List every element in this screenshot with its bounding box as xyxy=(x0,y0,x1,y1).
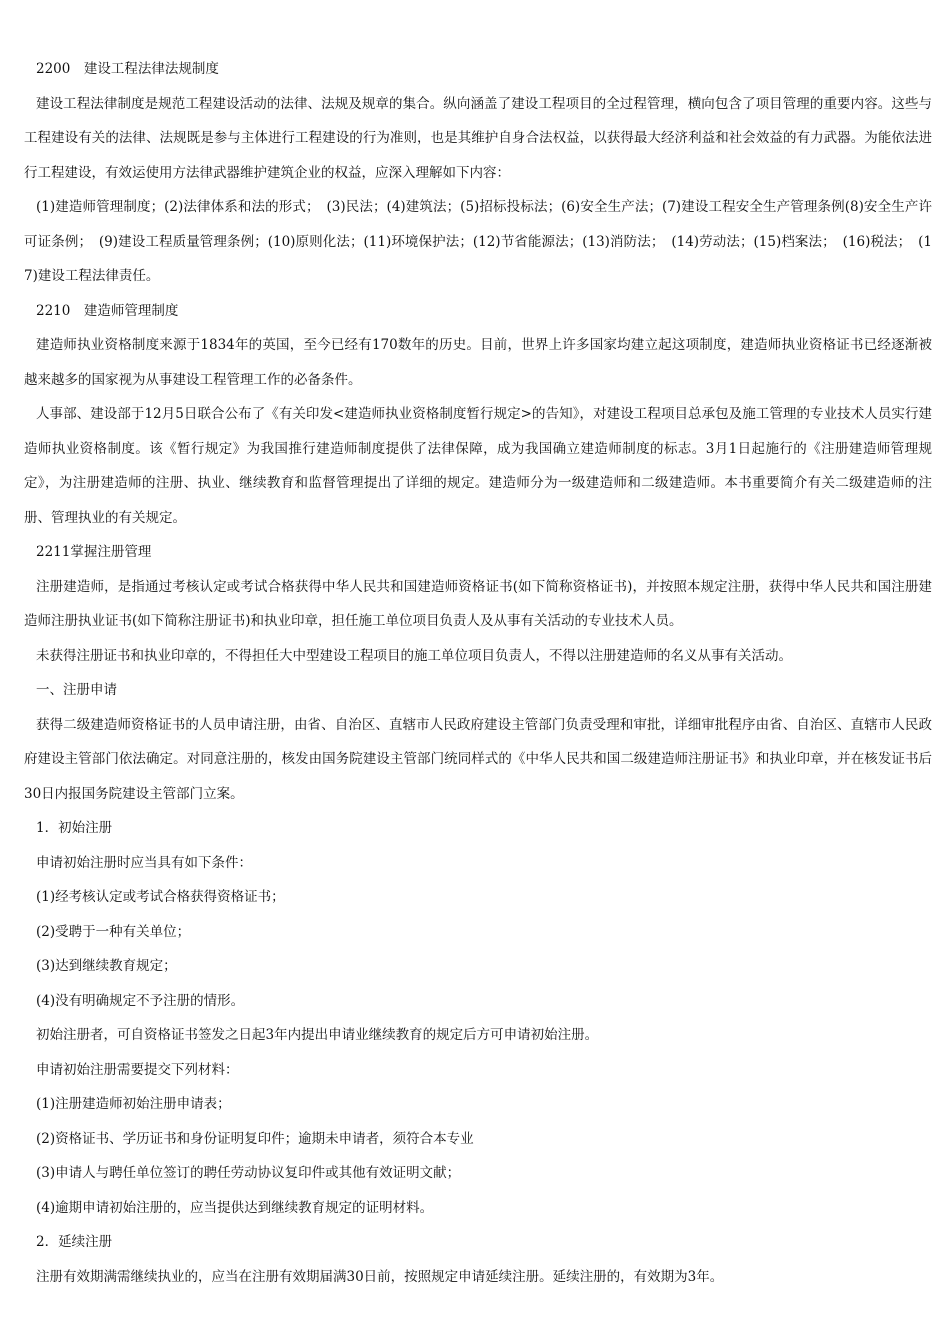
restriction-paragraph: 未获得注册证书和执业印章的，不得担任大中型建设工程项目的施工单位项目负责人，不得以注册建造师的名义从事有关活动。 xyxy=(36,647,792,664)
subheading-initial-registration: 1．初始注册 xyxy=(36,820,113,836)
condition-item: (1)经考核认定或考试合格获得资格证书； xyxy=(36,889,285,905)
section-heading-2200: 2200 建设工程法律法规制度 xyxy=(36,61,219,77)
intro-paragraph: 建设工程法律制度是规范工程建设活动的法律、法规及规章的集合。纵向涵盖了建设工程项目的全过程管理，横向包含了项目管理的重要内容。这些与工程建设有关的法律、法规既是参与主体进行工程建设的行为准则，也是其维护自身合法权益，以获得最大经济利益和社会效益的有力武器。为能依法进行工程建设，有效运使用方法律武器维护建筑企业的权益，应深入理解如下内容： xyxy=(24,95,932,181)
section-heading-2210: 2210 建造师管理制度 xyxy=(36,302,179,319)
subheading-registration-application: 一、注册申请 xyxy=(36,682,117,698)
materials-intro: 申请初始注册需要提交下列材料： xyxy=(36,1061,239,1078)
application-paragraph: 获得二级建造师资格证书的人员申请注册，由省、自治区、直辖市人民政府建设主管部门负责受理和审批，详细审批程序由省、自治区、直辖市人民政府建设主管部门依法确定。对同意注册的，核发由国务院建设主管部门统同样式的《中华人民共和国二级建造师注册证书》和执业印章，并在核发证书后30日内报国务院建设主管部门立案。 xyxy=(24,716,932,802)
section-heading-2211: 2211掌握注册管理 xyxy=(36,544,152,560)
material-item: (1)注册建造师初始注册申请表； xyxy=(36,1096,231,1112)
material-item: (3)申请人与聘任单位签订的聘任劳动协议复印件或其他有效证明文献； xyxy=(36,1165,461,1181)
material-item: (2)资格证书、学历证书和身份证明复印件；逾期未申请者，须符合本专业 xyxy=(36,1130,474,1147)
material-item: (4)逾期申请初始注册的，应当提供达到继续教育规定的证明材料。 xyxy=(36,1199,434,1216)
condition-item: (2)受聘于一种有关单位； xyxy=(36,923,191,940)
condition-item: (3)达到继续教育规定； xyxy=(36,958,177,974)
conditions-intro: 申请初始注册时应当具有如下条件： xyxy=(36,854,252,871)
subheading-renewal-registration: 2．延续注册 xyxy=(36,1234,113,1250)
topic-list-paragraph: (1)建造师管理制度；(2)法律体系和法的形式； (3)民法；(4)建筑法；(5)招标投标法；(6)安全生产法；(7)建设工程安全生产管理条例(8)安全生产许可证条例； (9)建设工程质量管理条例；(10)原则化法；(11)环境保护法；(12)节省能源法；(13)消防法； (14)劳动法；(15)档案法； (16)税法； (17)建设工程法律责任。 xyxy=(24,199,932,284)
history-paragraph: 建造师执业资格制度来源于1834年的英国，至今已经有170数年的历史。目前，世界上许多国家均建立起这项制度，建造师执业资格证书已经逐渐被越来越多的国家视为从事建设工程管理工作的必备条件。 xyxy=(24,337,932,388)
renewal-paragraph: 注册有效期满需继续执业的，应当在注册有效期届满30日前，按照规定申请延续注册。延续注册的，有效期为3年。 xyxy=(36,1268,724,1285)
initial-note-paragraph: 初始注册者，可自资格证书签发之日起3年内提出申请业继续教育的规定后方可申请初始注册。 xyxy=(36,1027,599,1043)
condition-item: (4)没有明确规定不予注册的情形。 xyxy=(36,992,245,1009)
definition-paragraph: 注册建造师，是指通过考核认定或考试合格获得中华人民共和国建造师资格证书(如下简称资格证书)，并按照本规定注册，获得中华人民共和国注册建造师注册执业证书(如下简称注册证书)和执业印章，担任施工单位项目负责人及从事有关活动的专业技术人员。 xyxy=(24,578,932,629)
ministry-paragraph: 人事部、建设部于12月5日联合公布了《有关印发<建造师执业资格制度暂行规定>的告知》，对建设工程项目总承包及施工管理的专业技术人员实行建造师执业资格制度。该《暂行规定》为我国推行建造师制度提供了法律保障，成为我国确立建造师制度的标志。3月1日起施行的《注册建造师管理规定》，为注册建造师的注册、执业、继续教育和监督管理提出了详细的规定。建造师分为一级建造师和二级建造师。本书重要简介有关二级建造师的注册、管理执业的有关规定。 xyxy=(24,406,932,526)
